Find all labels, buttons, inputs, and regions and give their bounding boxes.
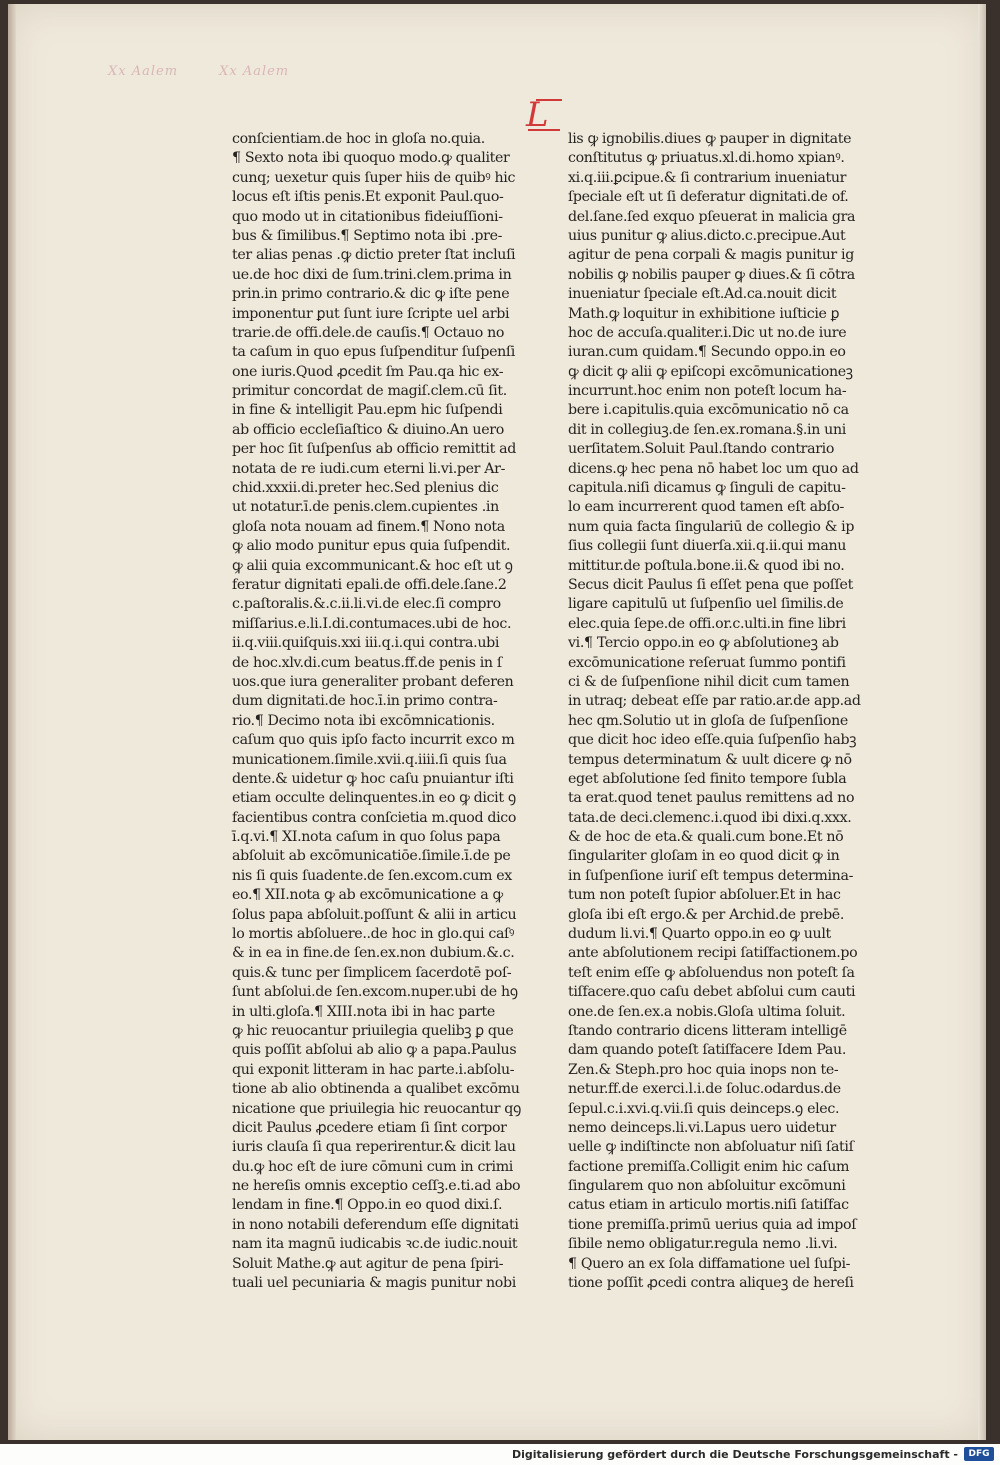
- text-line: ut notatur.ī.de penis.clem.cupientes .in: [232, 499, 499, 516]
- text-line: notata de re iudi.cum eterni li.vi.per Ar-: [232, 460, 506, 477]
- text-line: prin.in primo contrario.& dic ꝙ iſte pene: [232, 286, 510, 303]
- text-line: tuali uel pecuniaria & magis punitur nobi: [232, 1275, 516, 1292]
- text-line: mittitur.de poſtula.bone.ii.& quod ibi no.: [568, 557, 845, 574]
- text-line: chid.xxxii.di.preter hec.Sed plenius dic: [232, 480, 499, 497]
- text-line: gloſa ibi eſt ergo.& per Archid.de prebē.: [568, 906, 845, 923]
- text-line: uerſitatem.Soluit Paul.ſtando contrario: [568, 441, 835, 458]
- text-line: c.paſtoralis.&.c.ii.li.vi.de elec.ſi compro: [232, 596, 501, 613]
- text-line: Secus dicit Paulus ſi eſſet pena que poſſet: [568, 576, 853, 593]
- text-line: ta caſum in quo epus ſuſpenditur ſuſpenſi: [232, 344, 515, 361]
- text-line: excōmunicatione reſeruat ſummo pontifi: [568, 654, 846, 671]
- text-line: ſtando contrario dicens litteram intelligē: [568, 1022, 847, 1039]
- text-line: ab officio eccleſiaſtico & diuino.An uero: [232, 421, 504, 438]
- text-line: miſſarius.e.li.I.di.contumaces.ubi de hoc.: [232, 615, 512, 632]
- text-line: tione poſſit ꝓcedi contra aliqueꝫ de hereſi: [568, 1275, 854, 1292]
- text-line: hec qm.Solutio ut in gloſa de ſuſpenſione: [568, 712, 848, 729]
- text-line: tiſfacere.quo caſu debet abſolui cum cauti: [568, 984, 856, 1001]
- text-line: primitur concordat de magiſ.clem.cū ſit.: [232, 383, 507, 400]
- text-line: tione ab alio obtinenda a qualibet excōmu: [232, 1081, 520, 1098]
- text-line: locus eſt iſtis penis.Et exponit Paul.quo-: [232, 189, 504, 206]
- text-line: inueniatur ſpeciale eſt.Ad.ca.nouit dicit: [568, 286, 837, 303]
- text-line: ue.de hoc dixi de ſum.trini.clem.prima in: [232, 266, 512, 283]
- text-line: bere i.capitulis.quia excōmunicatio nō ca: [568, 402, 849, 419]
- text-line: ſunt abſolui.de ſen.excom.nuper.ubi de hꝯ: [232, 984, 518, 1001]
- text-line: tione premiſſa.primū uerius quia ad impoſ: [568, 1216, 857, 1233]
- text-line: dam quando poteſt ſatiſfacere Idem Pau.: [568, 1042, 846, 1059]
- text-line: ſibile nemo obligatur.regula nemo .li.vi.: [568, 1236, 838, 1253]
- text-line: del.ſane.ſed exquo pſeuerat in malicia gra: [568, 208, 856, 225]
- text-line: quis.& tunc per ſimplicem ſacerdotē poſ-: [232, 964, 512, 981]
- text-line: in ulti.gloſa.¶ XIII.nota ibi in hac parte: [232, 1003, 495, 1020]
- text-line: tata.de deci.clemenc.i.quod ibi dixi.q.xxx.: [568, 809, 852, 826]
- text-line: que dicit hoc ideo eſſe.quia ſuſpenſio habꝫ: [568, 732, 857, 749]
- text-line: facientibus contra conſcietia m.quod dico: [232, 809, 517, 826]
- text-line: & de hoc de eta.& quali.cum bone.Et nō: [568, 829, 844, 846]
- text-line: num quia facta ſingulariū de collegio & ip: [568, 518, 855, 535]
- text-line: quo modo ut in citationibus fideiuſſioni-: [232, 208, 503, 225]
- text-line: elec.quia ſepe.de offi.or.c.ulti.in fine libri: [568, 615, 846, 632]
- text-line: ii.q.viii.quiſquis.xxi iii.q.i.qui contra.ubi: [232, 635, 500, 652]
- text-line: Zen.& Steph.pro hoc quia inops non te-: [568, 1061, 839, 1078]
- text-line: incurrunt.hoc enim non poteſt locum ha-: [568, 383, 847, 400]
- text-line: uos.que iura generaliter probant deferen: [232, 673, 514, 690]
- page-edge-right: [978, 4, 986, 1440]
- text-line: factione premiſſa.Colligit enim hic caſum: [568, 1158, 850, 1175]
- text-line: lo mortis abſoluere..de hoc in glo.qui caſꝰ: [232, 926, 515, 943]
- text-line: catus etiam in articulo mortis.niſi ſatiſfac: [568, 1197, 849, 1214]
- text-line: one.de ſen.ex.a nobis.Gloſa ultima ſoluit.: [568, 1003, 846, 1020]
- text-line: ſolus papa abſoluit.poſſunt & alii in articu: [232, 906, 517, 923]
- text-line: ī.q.vi.¶ XI.nota caſum in quo ſolus papa: [232, 829, 501, 846]
- text-line: iuran.cum quidam.¶ Secundo oppo.in eo: [568, 344, 846, 361]
- text-line: nicatione que priuilegia hic reuocantur qꝯ: [232, 1100, 521, 1117]
- text-line: eget abſolutione ſed finito tempore ſubla: [568, 770, 847, 787]
- text-line: ſingulariter gloſam in eo quod dicit ꝙ in: [568, 848, 840, 865]
- text-line: ꝙ alii quia excommunicant.& hoc eſt ut ꝯ: [232, 557, 513, 574]
- text-line: ſius collegii ſunt diuerſa.xii.q.ii.qui manu: [568, 538, 847, 555]
- text-column-right: [568, 130, 861, 1293]
- text-line: de hoc.xlv.di.cum beatus.ff.de penis in ſ: [232, 654, 502, 671]
- text-line: tum non poteſt ſupior abſoluer.Et in hac: [568, 887, 841, 904]
- text-line: in ſuſpenſione iuriſ eſt tempus determina-: [568, 867, 854, 884]
- text-line: dit in collegiuꝫ.de ſen.ex.romana.§.in uni: [568, 421, 846, 438]
- text-line: xi.q.iii.ꝑcipue.& ſi contrarium inueniatur: [568, 169, 847, 186]
- text-line: gloſa nota nouam ad finem.¶ Nono nota: [232, 518, 505, 535]
- text-line: ¶ Quero an ex ſola diffamatione uel ſuſpi-: [568, 1255, 851, 1272]
- text-line: caſum quo quis ipſo facto incurrit exco m: [232, 732, 515, 749]
- text-line: hoc de accuſa.qualiter.i.Dic ut no.de iure: [568, 324, 847, 341]
- text-line: one iuris.Quod ꝓcedit ſm Pau.qa hic ex-: [232, 363, 504, 380]
- text-line: eo.¶ XII.nota ꝙ ab excōmunicatione a ꝙ: [232, 887, 503, 904]
- text-line: ſpeciale eſt ut ſi deferatur dignitati.de of.: [568, 189, 849, 206]
- text-line: ter alias penas .ꝙ dictio preter ſtat incluſi: [232, 247, 516, 264]
- rubric-initial: [522, 92, 564, 136]
- text-line: ante abſolutionem recipi ſatiſfactionem.po: [568, 945, 858, 962]
- text-line: du.ꝙ hoc eſt de iure cōmuni cum in crimi: [232, 1158, 513, 1175]
- text-column-left: [232, 130, 521, 1293]
- text-line: cunq; uexetur quis ſuper hiis de quibꝰ hic: [232, 169, 516, 186]
- text-line: etiam occulte delinquentes.in eo ꝙ dicit ꝯ: [232, 790, 516, 807]
- text-line: nobilis ꝙ nobilis pauper ꝙ diues.& ſi cōtra: [568, 266, 855, 283]
- text-line: Math.ꝙ loquitur in exhibitione iuſticie ꝑ: [568, 305, 840, 322]
- text-line: lendam in fine.¶ Oppo.in eo quod dixi.ſ.: [232, 1197, 503, 1214]
- text-line: ligare capitulū ut ſuſpenſio uel ſimilis.de: [568, 596, 844, 613]
- funding-note: Digitalisierung gefördert durch die Deutsche Forschungsgemeinschaft -: [511, 1448, 958, 1461]
- text-line: dicens.ꝙ hec pena nō habet loc um quo ad: [568, 460, 859, 477]
- text-line: ꝙ dicit ꝙ alii ꝙ epiſcopi excōmunicationeꝫ: [568, 363, 853, 380]
- text-line: dudum li.vi.¶ Quarto oppo.in eo ꝙ uult: [568, 926, 831, 943]
- text-line: ne hereſis omnis exceptio ceſſꝫ.e.ti.ad abo: [232, 1178, 521, 1195]
- text-line: netur.ff.de exerci.l.i.de ſoluc.odardus.de: [568, 1081, 841, 1098]
- text-line: in utraq; debeat eſſe par ratio.ar.de app.ad: [568, 693, 861, 710]
- footer-bar: [0, 1444, 1000, 1465]
- page-edge-left: [8, 4, 16, 1440]
- text-line: Soluit Mathe.ꝙ aut agitur de pena ſpiri-: [232, 1255, 504, 1272]
- text-line: dente.& uidetur ꝙ hoc caſu pnuiantur iſti: [232, 770, 514, 787]
- text-line: ſingularem quo non abſoluitur excōmuni: [568, 1178, 846, 1195]
- text-line: municationem.ſimile.xvii.q.iiii.ſi quis ſua: [232, 751, 507, 768]
- text-line: bus & ſimilibus.¶ Septimo nota ibi .pre-: [232, 227, 503, 244]
- dfg-logo: DFG: [964, 1447, 994, 1461]
- text-line: ci & de ſuſpenſione nihil dicit cum tamen: [568, 673, 850, 690]
- text-line: conſcientiam.de hoc in gloſa no.quia.: [232, 131, 485, 147]
- rubric-letter: L: [526, 95, 549, 135]
- text-line: qui exponit litteram in hac parte.i.abſolu-: [232, 1061, 515, 1078]
- margin-note: Xx Aalem Xx Aalem: [108, 64, 290, 79]
- text-line: nemo deinceps.li.vi.Lapus uero uidetur: [568, 1119, 836, 1136]
- text-line: uelle ꝙ indiſtincte non abſoluatur niſi ſatiſ: [568, 1139, 854, 1156]
- text-line: feratur dignitati epali.de offi.dele.ſane.2: [232, 576, 507, 593]
- text-line: iuris clauſa ſi qua reperirentur.& dicit lau: [232, 1139, 516, 1156]
- text-line: capitula.niſi dicamus ꝙ ſinguli de capitu-: [568, 480, 846, 497]
- text-line: per hoc ſit ſuſpenſus ab officio remittit ad: [232, 441, 516, 458]
- text-line: ꝙ hic reuocantur priuilegia quelibꝫ ꝑ que: [232, 1022, 514, 1039]
- text-line: & in ea in fine.de ſen.ex.non dubium.&.c.: [232, 945, 515, 962]
- text-line: agitur de pena corpali & magis punitur ig: [568, 247, 854, 264]
- text-line: conſtitutus ꝙ priuatus.xl.di.homo xpianꝰ.: [568, 150, 845, 167]
- text-line: nis ſi quis ſuadente.de ſen.excom.cum ex: [232, 867, 512, 884]
- text-line: in fine & intelligit Pau.epm hic ſuſpendi: [232, 402, 503, 419]
- text-line: imponentur ꝑut ſunt iure ſcripte uel arbi: [232, 305, 510, 322]
- text-line: ſepul.c.i.xvi.q.vii.ſi quis deinceps.ꝯ elec.: [568, 1100, 840, 1117]
- text-line: nam ita magnū iudicabis ꝛc.de iudic.nouit: [232, 1236, 518, 1253]
- text-line: tempus determinatum & uult dicere ꝙ nō: [568, 751, 852, 768]
- text-line: ¶ Sexto nota ibi quoquo modo.ꝙ qualiter: [232, 150, 510, 167]
- text-line: dicit Paulus ꝓcedere etiam ſi ſint corpor: [232, 1119, 507, 1136]
- text-line: trarie.de offi.dele.de cauſis.¶ Octauo no: [232, 324, 505, 341]
- text-line: quis poſſit abſolui ab alio ꝙ a papa.Paulus: [232, 1042, 517, 1059]
- text-line: lis ꝙ ignobilis.diues ꝙ pauper in dignitate: [568, 131, 852, 147]
- text-line: teſt enim eſſe ꝙ abſoluendus non poteſt ſa: [568, 964, 855, 981]
- text-line: abſoluit ab excōmunicatiōe.ſimile.ī.de pe: [232, 848, 511, 865]
- text-line: in nono notabili deferendum eſſe dignitati: [232, 1216, 519, 1233]
- text-line: uius punitur ꝙ alius.dicto.c.precipue.Aut: [568, 227, 846, 244]
- text-line: rio.¶ Decimo nota ibi excōmnicationis.: [232, 712, 495, 729]
- text-line: ꝙ alio modo punitur epus quia ſuſpendit.: [232, 538, 511, 555]
- text-line: lo eam incurrerent quod tamen eſt abſo-: [568, 499, 844, 516]
- text-line: ta erat.quod tenet paulus remittens ad no: [568, 790, 855, 807]
- text-line: dum dignitati.de hoc.ī.in primo contra-: [232, 693, 498, 710]
- text-line: vi.¶ Tercio oppo.in eo ꝙ abſolutioneꝫ ab: [568, 635, 839, 652]
